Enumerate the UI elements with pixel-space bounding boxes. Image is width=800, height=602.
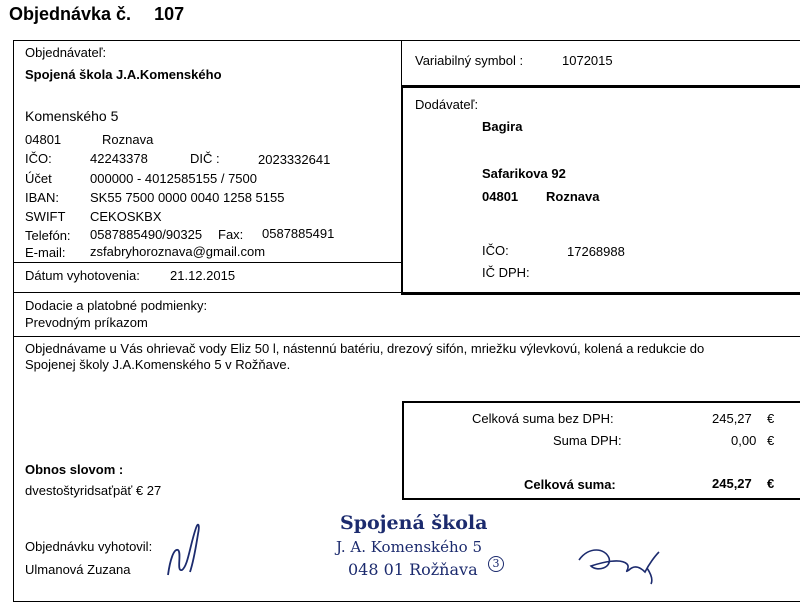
buyer-email-label: E-mail: bbox=[25, 245, 66, 260]
issue-date-label: Dátum vyhotovenia: bbox=[25, 268, 140, 283]
buyer-ico: 42243378 bbox=[90, 151, 148, 166]
vat-value: 0,00 bbox=[731, 433, 757, 448]
issue-date: 21.12.2015 bbox=[170, 268, 236, 283]
buyer-street: Komenského 5 bbox=[25, 108, 119, 124]
buyer-swift-label: SWIFT bbox=[25, 209, 66, 224]
supplier-ico-label: IČO: bbox=[482, 243, 509, 258]
supplier-icdph-label: IČ DPH: bbox=[482, 265, 530, 280]
buyer-iban: SK55 7500 0000 0040 1258 5155 bbox=[90, 190, 285, 205]
amount-words-value: dvestoštyridsaťpäť € 27 bbox=[25, 483, 162, 498]
issuer-name: Ulmanová Zuzana bbox=[25, 562, 131, 577]
date-divider-top bbox=[13, 262, 401, 263]
amount-words-label: Obnos slovom : bbox=[25, 462, 124, 477]
net-total-value: 245,27 bbox=[712, 411, 752, 426]
supplier-box bbox=[401, 86, 800, 295]
buyer-ico-label: IČO: bbox=[25, 151, 52, 166]
order-divider-top bbox=[13, 336, 800, 337]
buyer-phone-label: Telefón: bbox=[25, 228, 71, 243]
supplier-zip: 04801 bbox=[482, 189, 519, 204]
order-text-line1: Objednávame u Vás ohrievač vody Eliz 50 l, nástennú batériu, drezový sifón, mriežku výlevkovú, kolená a redukcie do bbox=[25, 341, 705, 356]
buyer-zip: 04801 bbox=[25, 132, 62, 147]
grand-total-label: Celková suma: bbox=[524, 477, 616, 492]
supplier-name: Bagira bbox=[482, 119, 523, 134]
order-number: 107 bbox=[154, 4, 185, 24]
buyer-email: zsfabryhoroznava@gmail.com bbox=[90, 244, 266, 259]
vat-currency: € bbox=[767, 433, 775, 448]
buyer-account: 000000 - 4012585155 / 7500 bbox=[90, 171, 257, 186]
grand-currency: € bbox=[767, 476, 775, 491]
stamp-mark: 3 bbox=[488, 556, 504, 572]
order-text-line2: Spojenej školy J.A.Komenského 5 v Rožňave. bbox=[25, 357, 291, 372]
issuer-signature bbox=[160, 520, 210, 585]
buyer-city: Roznava bbox=[102, 132, 154, 147]
buyer-account-label: Účet bbox=[25, 171, 52, 186]
supplier-header: Dodávateľ: bbox=[415, 97, 479, 112]
title-label: Objednávka č. bbox=[9, 4, 132, 24]
buyer-header: Objednávateľ: bbox=[25, 45, 107, 60]
buyer-dic-label: DIČ : bbox=[190, 151, 220, 166]
supplier-street: Safarikova 92 bbox=[482, 166, 566, 181]
buyer-swift: CEKOSKBX bbox=[90, 209, 162, 224]
signature bbox=[575, 538, 675, 586]
variable-symbol-value: 1072015 bbox=[562, 53, 613, 68]
terms-label: Dodacie a platobné podmienky: bbox=[25, 298, 208, 313]
terms-divider-top bbox=[13, 292, 800, 293]
supplier-ico: 17268988 bbox=[567, 244, 625, 259]
buyer-fax: 0587885491 bbox=[262, 226, 335, 241]
supplier-city: Roznava bbox=[546, 189, 600, 204]
stamp-line1: Spojená škola bbox=[340, 512, 488, 534]
issuer-label: Objednávku vyhotovil: bbox=[25, 539, 153, 554]
stamp-line3: 048 01 Rožňava bbox=[348, 560, 478, 579]
buyer-iban-label: IBAN: bbox=[25, 190, 59, 205]
vat-label: Suma DPH: bbox=[553, 433, 622, 448]
buyer-name: Spojená škola J.A.Komenského bbox=[25, 67, 222, 82]
net-total-label: Celková suma bez DPH: bbox=[472, 411, 614, 426]
variable-symbol-label: Variabilný symbol : bbox=[415, 53, 524, 68]
buyer-fax-label: Fax: bbox=[218, 227, 244, 242]
net-currency: € bbox=[767, 411, 775, 426]
terms-value: Prevodným príkazom bbox=[25, 315, 148, 330]
buyer-dic: 2023332641 bbox=[258, 152, 331, 167]
stamp-line2: J. A. Komenského 5 bbox=[336, 538, 483, 556]
grand-total-value: 245,27 bbox=[712, 476, 752, 491]
page-title bbox=[9, 4, 184, 25]
buyer-phone: 0587885490/90325 bbox=[90, 227, 203, 242]
